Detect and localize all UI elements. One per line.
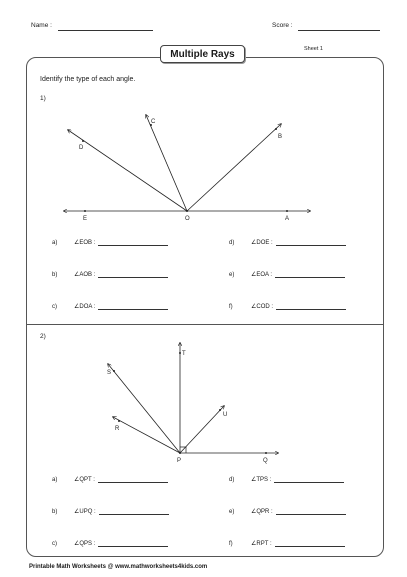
answer-blank[interactable] — [274, 476, 344, 483]
question-1-number: 1) — [40, 95, 46, 102]
q2-answer-a: a) ∠QPT : — [52, 476, 168, 483]
q2-answer-c: c) ∠QPS : — [52, 540, 168, 547]
label-a: A — [285, 216, 290, 222]
q1-answer-c: c) ∠DOA : — [52, 303, 168, 310]
q1-answer-a: a) ∠EOB : — [52, 239, 168, 246]
answer-blank[interactable] — [98, 540, 168, 547]
answer-blank[interactable] — [99, 508, 169, 515]
ray-od — [68, 130, 187, 211]
label-c: C — [151, 119, 156, 125]
answer-blank[interactable] — [276, 303, 346, 310]
label-q: Q — [263, 458, 268, 464]
footer-credit: Printable Math Worksheets @ www.mathworksheets4kids.com — [29, 564, 208, 570]
instructions: Identify the type of each angle. — [40, 76, 136, 83]
name-label: Name : — [31, 22, 52, 29]
label-u: U — [223, 412, 228, 418]
answer-blank[interactable] — [276, 508, 346, 515]
sheet-label: Sheet 1 — [304, 46, 323, 52]
q2-answer-b: b) ∠UPQ : — [52, 508, 169, 515]
label-p: P — [177, 458, 182, 464]
answer-blank[interactable] — [276, 239, 346, 246]
question-2-number: 2) — [40, 333, 46, 340]
ray-ob — [187, 124, 281, 211]
label-o: O — [185, 216, 190, 222]
q1-answer-f: f) ∠COD : — [229, 303, 346, 310]
label-b: B — [278, 134, 283, 140]
q2-answer-f: f) ∠RPT : — [229, 540, 345, 547]
answer-blank[interactable] — [98, 271, 168, 278]
q1-answer-e: e) ∠EOA : — [229, 271, 345, 278]
label-t: T — [182, 351, 186, 357]
label-d: D — [79, 145, 84, 151]
ray-pu — [180, 406, 224, 453]
q2-answer-d: d) ∠TPS : — [229, 476, 344, 483]
q1-answer-b: b) ∠AOB : — [52, 271, 168, 278]
answer-blank[interactable] — [98, 476, 168, 483]
label-e: E — [83, 216, 88, 222]
answer-blank[interactable] — [98, 303, 168, 310]
worksheet-title: Multiple Rays — [160, 45, 245, 63]
label-r: R — [115, 426, 120, 432]
label-s: S — [107, 370, 112, 376]
score-label: Score : — [272, 22, 293, 29]
section-divider — [26, 324, 384, 325]
q1-answer-d: d) ∠DOE : — [229, 239, 346, 246]
answer-blank[interactable] — [98, 239, 168, 246]
ray-ps — [108, 364, 180, 453]
answer-blank[interactable] — [275, 540, 345, 547]
q2-answer-e: e) ∠QPR : — [229, 508, 346, 515]
answer-blank[interactable] — [275, 271, 345, 278]
ray-pr — [113, 417, 180, 453]
